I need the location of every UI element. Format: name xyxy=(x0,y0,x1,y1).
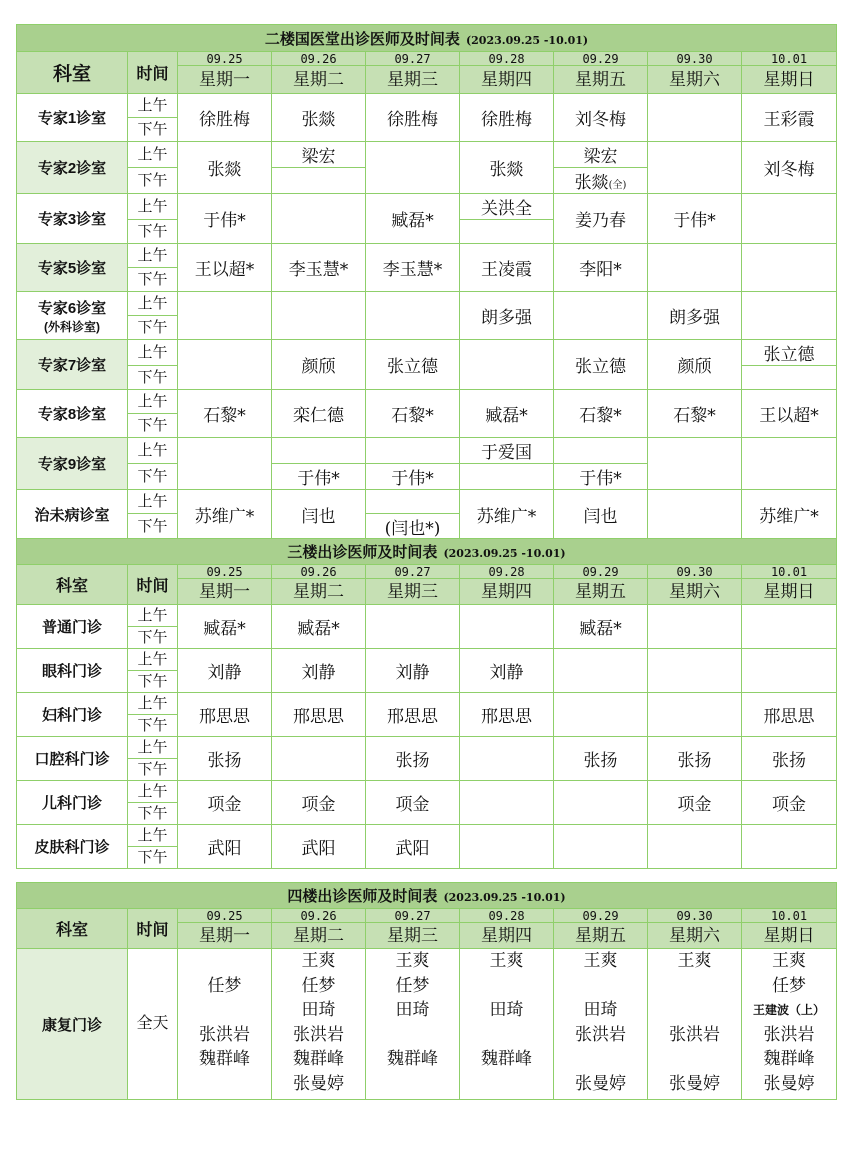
doctor-cell: 臧磊* xyxy=(460,390,554,438)
floor2-title-text: 二楼国医堂出诊医师及时间表 xyxy=(264,29,460,48)
header-dept: 科室 xyxy=(17,909,128,949)
empty-cell xyxy=(742,605,837,649)
doctor-cell: 张扬 xyxy=(554,737,648,781)
pm-label: 下午 xyxy=(128,414,178,438)
doctor-name xyxy=(648,998,741,1023)
weekday-header: 星期三 xyxy=(366,579,460,605)
doctor-cell xyxy=(554,168,648,194)
dept-name: 专家9诊室 xyxy=(17,438,128,490)
date-header: 09.26 xyxy=(272,52,366,66)
doctor-cell: 王凌霞 xyxy=(460,244,554,292)
header-time: 时间 xyxy=(128,52,178,94)
dept-name: 妇科门诊 xyxy=(17,693,128,737)
date-header: 09.29 xyxy=(554,565,648,579)
weekday-header: 星期日 xyxy=(742,579,837,605)
doctor-cell: 闫也 xyxy=(554,490,648,540)
doctor-cell: 关洪全 xyxy=(460,194,554,220)
empty-cell xyxy=(742,244,837,292)
floor2-schedule-table xyxy=(16,24,837,540)
doctor-name: 张曼婷 xyxy=(293,1073,344,1094)
empty-cell xyxy=(554,292,648,340)
doctor-cell: 朗多强 xyxy=(460,292,554,340)
date-header: 09.29 xyxy=(554,909,648,923)
weekday-header: 星期三 xyxy=(366,923,460,949)
doctor-cell: 石黎* xyxy=(554,390,648,438)
date-header: 09.28 xyxy=(460,565,554,579)
doctor-name: 田琦 xyxy=(395,1000,430,1020)
pm-label: 下午 xyxy=(128,118,178,142)
date-header: 10.01 xyxy=(742,52,837,66)
pm-label: 下午 xyxy=(128,366,178,390)
empty-cell xyxy=(742,825,837,869)
am-label: 上午 xyxy=(128,142,178,168)
doctor-cell: 张立德 xyxy=(366,340,460,390)
empty-cell xyxy=(272,737,366,781)
empty-cell xyxy=(366,292,460,340)
doctor-cell: 梁宏 xyxy=(272,142,366,168)
doctor-cell: 武阳 xyxy=(366,825,460,869)
date-header: 09.26 xyxy=(272,565,366,579)
dept-name: 专家3诊室 xyxy=(17,194,128,244)
doctor-cell: 朗多强 xyxy=(648,292,742,340)
weekday-header: 星期一 xyxy=(178,923,272,949)
doctor-name: 任梦 xyxy=(772,975,806,996)
doctor-cell: 王以超* xyxy=(178,244,272,292)
date-header: 10.01 xyxy=(742,909,837,923)
doctor-name xyxy=(460,1023,553,1048)
pm-label: 下午 xyxy=(128,759,178,781)
empty-cell xyxy=(460,340,554,390)
am-label: 上午 xyxy=(128,340,178,366)
doctor-cell: 徐胜梅 xyxy=(366,94,460,142)
pm-label: 下午 xyxy=(128,671,178,693)
doctor-name: 魏群峰 xyxy=(481,1049,532,1069)
doctor-name: 张洪岩 xyxy=(575,1024,626,1045)
doctor-name: 王建波（上） xyxy=(753,1003,826,1017)
am-label: 上午 xyxy=(128,438,178,464)
weekday-header: 星期六 xyxy=(648,66,742,94)
rehab-day-cell xyxy=(178,949,272,1100)
doctor-cell: 项金 xyxy=(178,781,272,825)
doctor-cell: 邢思思 xyxy=(366,693,460,737)
doctor-cell: 张立德 xyxy=(554,340,648,390)
date-header: 09.30 xyxy=(648,565,742,579)
doctor-cell: 姜乃春 xyxy=(554,194,648,244)
pm-label: 下午 xyxy=(128,268,178,292)
pm-label: 下午 xyxy=(128,803,178,825)
doctor-name: 魏群峰 xyxy=(763,1049,815,1069)
doctor-name: 任梦 xyxy=(395,975,430,996)
empty-cell xyxy=(366,605,460,649)
doctor-cell: 于伟* xyxy=(272,464,366,490)
floor4-schedule-table xyxy=(16,882,837,1100)
doctor-cell: 梁宏 xyxy=(554,142,648,168)
empty-cell xyxy=(648,693,742,737)
pm-label: 下午 xyxy=(128,168,178,194)
am-label: 上午 xyxy=(128,244,178,268)
empty-cell xyxy=(554,438,648,464)
doctor-name: 张燚 xyxy=(574,173,609,193)
empty-cell xyxy=(272,194,366,244)
doctor-cell: 臧磊* xyxy=(366,194,460,244)
doctor-cell: 刘静 xyxy=(178,649,272,693)
doctor-cell: 刘静 xyxy=(366,649,460,693)
doctor-cell: 项金 xyxy=(272,781,366,825)
doctor-cell: 石黎* xyxy=(366,390,460,438)
doctor-name xyxy=(648,1047,741,1072)
doctor-cell: 于爱国 xyxy=(460,438,554,464)
doctor-name: 田琦 xyxy=(301,1000,336,1020)
weekday-header: 星期六 xyxy=(648,923,742,949)
doctor-name xyxy=(178,1072,271,1097)
weekday-header: 星期四 xyxy=(460,66,554,94)
doctor-name xyxy=(178,998,271,1023)
empty-cell xyxy=(366,142,460,194)
doctor-name: 任梦 xyxy=(301,975,336,996)
empty-cell xyxy=(178,340,272,390)
empty-cell xyxy=(742,649,837,693)
doctor-cell: 徐胜梅 xyxy=(178,94,272,142)
floor3-title-text: 三楼出诊医师及时间表 xyxy=(287,543,438,561)
doctor-cell: 张扬 xyxy=(648,737,742,781)
doctor-cell: 刘冬梅 xyxy=(742,142,837,194)
doctor-cell: 邢思思 xyxy=(742,693,837,737)
empty-cell xyxy=(648,649,742,693)
doctor-cell: 石黎* xyxy=(178,390,272,438)
doctor-cell: 王以超* xyxy=(742,390,837,438)
doctor-name xyxy=(366,1072,459,1097)
doctor-cell: 李玉慧* xyxy=(366,244,460,292)
doctor-cell: 张扬 xyxy=(178,737,272,781)
date-header: 09.29 xyxy=(554,52,648,66)
pm-label: 下午 xyxy=(128,627,178,649)
floor3-schedule-table xyxy=(16,538,837,869)
empty-cell xyxy=(648,244,742,292)
doctor-cell: 张立德 xyxy=(742,340,837,366)
am-label: 上午 xyxy=(128,693,178,715)
doctor-name xyxy=(460,974,553,999)
empty-cell xyxy=(648,605,742,649)
empty-cell xyxy=(460,220,554,244)
header-dept: 科室 xyxy=(17,565,128,605)
empty-cell xyxy=(554,781,648,825)
header-time: 时间 xyxy=(128,565,178,605)
weekday-header: 星期一 xyxy=(178,579,272,605)
date-header: 09.28 xyxy=(460,52,554,66)
am-label: 上午 xyxy=(128,605,178,627)
weekday-header: 星期日 xyxy=(742,923,837,949)
pm-label: 下午 xyxy=(128,220,178,244)
doctor-cell: 李阳* xyxy=(554,244,648,292)
rehab-day-cell xyxy=(366,949,460,1100)
dept-name: 眼科门诊 xyxy=(17,649,128,693)
weekday-header: 星期五 xyxy=(554,923,648,949)
dept-name: 专家1诊室 xyxy=(17,94,128,142)
doctor-name: 王爽 xyxy=(301,951,336,971)
doctor-name: 王爽 xyxy=(677,951,712,971)
empty-cell xyxy=(460,605,554,649)
doctor-cell: 项金 xyxy=(648,781,742,825)
empty-cell xyxy=(742,438,837,490)
doctor-name xyxy=(554,974,647,999)
doctor-name: 张曼婷 xyxy=(669,1073,720,1094)
doctor-name: 魏群峰 xyxy=(293,1049,344,1069)
doctor-cell: 武阳 xyxy=(272,825,366,869)
doctor-cell: 栾仁德 xyxy=(272,390,366,438)
doctor-cell: 苏维广* xyxy=(460,490,554,540)
doctor-name: 田琦 xyxy=(489,1000,524,1020)
weekday-header: 星期日 xyxy=(742,66,837,94)
am-label: 上午 xyxy=(128,825,178,847)
rehab-day-cell xyxy=(742,949,837,1100)
doctor-name: 王爽 xyxy=(395,951,430,971)
empty-cell xyxy=(648,142,742,194)
am-label: 上午 xyxy=(128,490,178,514)
rehab-day-cell xyxy=(460,949,554,1100)
doctor-cell: 于伟* xyxy=(178,194,272,244)
doctor-cell: 张燚 xyxy=(272,94,366,142)
dept-name: 儿科门诊 xyxy=(17,781,128,825)
empty-cell xyxy=(178,292,272,340)
dept-name: 皮肤科门诊 xyxy=(17,825,128,869)
doctor-cell: 颜颀 xyxy=(272,340,366,390)
doctor-cell: 武阳 xyxy=(178,825,272,869)
doctor-cell: 邢思思 xyxy=(272,693,366,737)
date-header: 09.27 xyxy=(366,909,460,923)
dept-name: 康复门诊 xyxy=(17,949,128,1100)
empty-cell xyxy=(648,825,742,869)
date-header: 09.26 xyxy=(272,909,366,923)
date-header: 10.01 xyxy=(742,565,837,579)
date-header: 09.25 xyxy=(178,909,272,923)
empty-cell xyxy=(272,438,366,464)
empty-cell xyxy=(460,464,554,490)
doctor-name: 田琦 xyxy=(583,1000,618,1020)
dept-title: 专家6诊室 xyxy=(37,299,107,317)
weekday-header: 星期四 xyxy=(460,923,554,949)
doctor-cell: 李玉慧* xyxy=(272,244,366,292)
floor3-title xyxy=(17,539,837,565)
weekday-header: 星期二 xyxy=(272,66,366,94)
rehab-day-cell xyxy=(272,949,366,1100)
am-label: 上午 xyxy=(128,390,178,414)
am-label: 上午 xyxy=(128,194,178,220)
doctor-name: 张曼婷 xyxy=(763,1073,815,1094)
empty-cell xyxy=(272,168,366,194)
empty-cell xyxy=(742,292,837,340)
weekday-header: 星期一 xyxy=(178,66,272,94)
doctor-name: 张洪岩 xyxy=(763,1024,815,1045)
doctor-cell: 颜颀 xyxy=(648,340,742,390)
doctor-cell: 刘静 xyxy=(272,649,366,693)
header-dept: 科室 xyxy=(17,52,128,94)
doctor-cell: 邢思思 xyxy=(460,693,554,737)
floor4-title-text: 四楼出诊医师及时间表 xyxy=(287,887,438,905)
doctor-cell: 刘静 xyxy=(460,649,554,693)
doctor-name: 魏群峰 xyxy=(199,1049,250,1069)
weekday-header: 星期五 xyxy=(554,579,648,605)
doctor-cell: 张燚 xyxy=(460,142,554,194)
dept-name: 专家5诊室 xyxy=(17,244,128,292)
am-label: 上午 xyxy=(128,292,178,316)
doctor-cell: 张扬 xyxy=(742,737,837,781)
doctor-cell: 于伟* xyxy=(366,464,460,490)
floor3-date-range: (2023.09.25 -10.01) xyxy=(443,547,566,560)
doctor-cell: 臧磊* xyxy=(554,605,648,649)
weekday-header: 星期四 xyxy=(460,579,554,605)
pm-label: 下午 xyxy=(128,514,178,540)
empty-cell xyxy=(366,490,460,514)
empty-cell xyxy=(648,490,742,540)
am-label: 上午 xyxy=(128,94,178,118)
doctor-cell: 项金 xyxy=(742,781,837,825)
doctor-name: 王爽 xyxy=(583,951,618,971)
date-header: 09.28 xyxy=(460,909,554,923)
empty-cell xyxy=(460,825,554,869)
dept-name xyxy=(17,292,128,340)
doctor-name xyxy=(554,1047,647,1072)
am-label: 上午 xyxy=(128,737,178,759)
date-header: 09.27 xyxy=(366,565,460,579)
doctor-cell: 闫也 xyxy=(272,490,366,540)
am-label: 上午 xyxy=(128,649,178,671)
empty-cell xyxy=(460,737,554,781)
doctor-cell: (闫也*) xyxy=(366,514,460,540)
doctor-cell: 刘冬梅 xyxy=(554,94,648,142)
doctor-cell: 王彩霞 xyxy=(742,94,837,142)
doctor-cell: 于伟* xyxy=(554,464,648,490)
empty-cell xyxy=(648,94,742,142)
dept-name: 专家8诊室 xyxy=(17,390,128,438)
empty-cell xyxy=(554,825,648,869)
doctor-cell: 邢思思 xyxy=(178,693,272,737)
doctor-name xyxy=(460,1072,553,1097)
doctor-name xyxy=(366,1023,459,1048)
pm-label: 下午 xyxy=(128,464,178,490)
empty-cell xyxy=(554,649,648,693)
doctor-cell: 徐胜梅 xyxy=(460,94,554,142)
doctor-name: 魏群峰 xyxy=(387,1049,438,1069)
doctor-cell: 苏维广* xyxy=(742,490,837,540)
empty-cell xyxy=(272,292,366,340)
doctor-note: (全) xyxy=(608,180,627,191)
empty-cell xyxy=(460,781,554,825)
doctor-name: 王爽 xyxy=(772,951,806,971)
doctor-name: 张洪岩 xyxy=(293,1024,344,1045)
date-header: 09.30 xyxy=(648,52,742,66)
am-label: 上午 xyxy=(128,781,178,803)
pm-label: 下午 xyxy=(128,715,178,737)
weekday-header: 星期三 xyxy=(366,66,460,94)
doctor-name: 张洪岩 xyxy=(199,1024,250,1045)
pm-label: 下午 xyxy=(128,316,178,340)
doctor-cell: 于伟* xyxy=(648,194,742,244)
rehab-day-cell xyxy=(554,949,648,1100)
empty-cell xyxy=(742,194,837,244)
empty-cell xyxy=(366,438,460,464)
dept-name: 普通门诊 xyxy=(17,605,128,649)
floor2-title xyxy=(17,25,837,52)
empty-cell xyxy=(742,366,837,390)
dept-name: 口腔科门诊 xyxy=(17,737,128,781)
doctor-name xyxy=(178,949,271,974)
header-time: 时间 xyxy=(128,909,178,949)
doctor-name: 任梦 xyxy=(207,975,242,996)
doctor-cell: 项金 xyxy=(366,781,460,825)
doctor-name: 王爽 xyxy=(489,951,524,971)
empty-cell xyxy=(178,438,272,490)
doctor-name: 张洪岩 xyxy=(669,1024,720,1045)
doctor-cell: 张扬 xyxy=(366,737,460,781)
allday-label: 全天 xyxy=(128,949,178,1100)
weekday-header: 星期六 xyxy=(648,579,742,605)
dept-name: 专家2诊室 xyxy=(17,142,128,194)
floor4-date-range: (2023.09.25 -10.01) xyxy=(443,891,566,904)
empty-cell xyxy=(648,438,742,490)
rehab-day-cell xyxy=(648,949,742,1100)
doctor-cell: 苏维广* xyxy=(178,490,272,540)
floor2-date-range: (2023.09.25 -10.01) xyxy=(465,33,589,47)
weekday-header: 星期五 xyxy=(554,66,648,94)
pm-label: 下午 xyxy=(128,847,178,869)
doctor-name xyxy=(648,974,741,999)
empty-cell xyxy=(554,693,648,737)
date-header: 09.27 xyxy=(366,52,460,66)
doctor-cell: 臧磊* xyxy=(272,605,366,649)
date-header: 09.25 xyxy=(178,52,272,66)
doctor-cell: 臧磊* xyxy=(178,605,272,649)
date-header: 09.25 xyxy=(178,565,272,579)
doctor-cell: 石黎* xyxy=(648,390,742,438)
doctor-name: 张曼婷 xyxy=(575,1073,626,1094)
date-header: 09.30 xyxy=(648,909,742,923)
weekday-header: 星期二 xyxy=(272,579,366,605)
dept-name: 治未病诊室 xyxy=(17,490,128,540)
weekday-header: 星期二 xyxy=(272,923,366,949)
dept-subtitle: (外科诊室) xyxy=(44,319,100,334)
floor4-title xyxy=(17,883,837,909)
doctor-cell: 张燚 xyxy=(178,142,272,194)
dept-name: 专家7诊室 xyxy=(17,340,128,390)
